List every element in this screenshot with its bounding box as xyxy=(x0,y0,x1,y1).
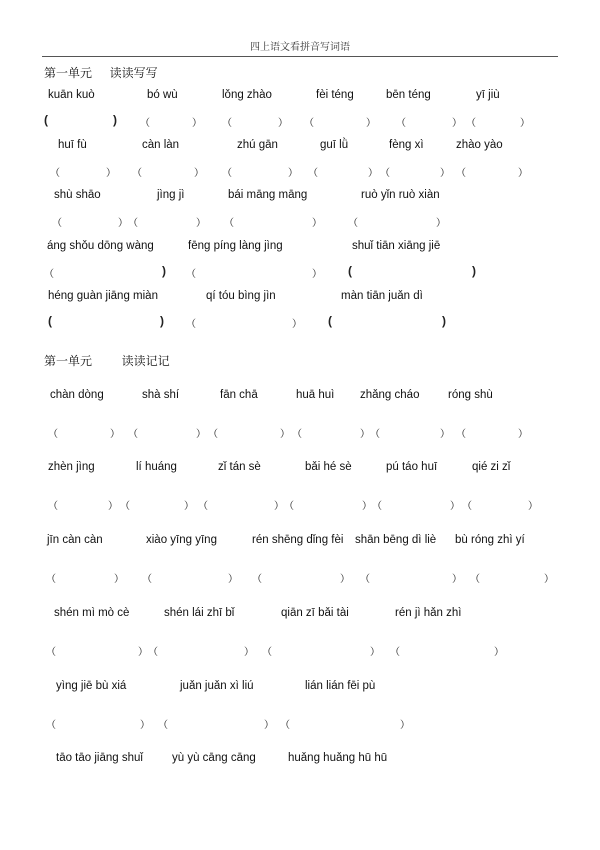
answer-box-close[interactable]: ） xyxy=(192,118,202,129)
answer-box-close[interactable]: ） xyxy=(274,501,284,512)
answer-box-open[interactable]: （ xyxy=(456,168,466,179)
pinyin-word: pú táo huī xyxy=(386,461,438,473)
answer-row xyxy=(0,114,600,132)
pinyin-word: bēn téng xyxy=(386,89,431,101)
pinyin-word: lián lián fēi pù xyxy=(305,680,376,692)
answer-box-open[interactable]: （ xyxy=(222,168,232,179)
pinyin-word: qí tóu bìng jìn xyxy=(206,290,276,302)
answer-box-close[interactable]: ） xyxy=(520,118,530,129)
answer-box-close[interactable]: ） xyxy=(370,647,380,658)
answer-box-close[interactable]: ） xyxy=(312,218,322,229)
pinyin-word: fèi téng xyxy=(316,89,354,101)
answer-box-close[interactable]: ） xyxy=(440,168,450,179)
pinyin-word: fān chā xyxy=(220,389,258,401)
answer-box-close[interactable]: ） xyxy=(360,429,370,440)
pinyin-word: xiào yīng yīng xyxy=(146,534,217,546)
pinyin-word: bǎi hé sè xyxy=(305,461,352,473)
answer-box-open[interactable]: （ xyxy=(140,118,150,129)
pinyin-word: shén mì mò cè xyxy=(54,607,130,619)
answer-box-open[interactable]: （ xyxy=(308,168,318,179)
answer-box-open[interactable]: ( xyxy=(328,314,332,328)
answer-box-open[interactable]: （ xyxy=(224,218,234,229)
pinyin-word: róng shù xyxy=(448,389,493,401)
pinyin-row xyxy=(0,607,600,625)
pinyin-word: fēng píng làng jìng xyxy=(188,240,283,252)
answer-box-close[interactable]: ） xyxy=(528,501,538,512)
answer-row xyxy=(0,214,600,232)
answer-box-open[interactable]: （ xyxy=(466,118,476,129)
answer-row xyxy=(0,716,600,734)
pinyin-word: qié zi zǐ xyxy=(472,461,511,473)
answer-box-close[interactable]: ） xyxy=(452,574,462,585)
header-rule xyxy=(42,56,558,57)
answer-box-close[interactable]: ） xyxy=(452,118,462,129)
answer-box-close[interactable]: ) xyxy=(160,314,164,328)
answer-box-open[interactable]: ( xyxy=(44,113,48,127)
answer-box-open[interactable]: （ xyxy=(198,501,208,512)
answer-box-close[interactable]: ） xyxy=(518,429,528,440)
pinyin-word: huī fù xyxy=(58,139,87,151)
answer-box-close[interactable]: ） xyxy=(138,647,148,658)
pinyin-word: zǐ tán sè xyxy=(218,461,261,473)
pinyin-row xyxy=(0,189,600,207)
section-title-2 xyxy=(44,352,170,369)
answer-box-open[interactable]: ( xyxy=(48,314,52,328)
answer-row xyxy=(0,643,600,661)
answer-box-close[interactable]: ） xyxy=(518,168,528,179)
section-unit: 第一单元 xyxy=(44,354,93,368)
pinyin-word: zhào yào xyxy=(456,139,503,151)
answer-box-close[interactable]: ） xyxy=(114,574,124,585)
pinyin-word: màn tiān juǎn dì xyxy=(341,290,423,302)
answer-box-open[interactable]: （ xyxy=(208,429,218,440)
answer-box-open[interactable]: （ xyxy=(158,720,168,731)
pinyin-word: bái māng māng xyxy=(228,189,308,201)
page-header: 四上语文看拼音写词语 xyxy=(250,42,350,53)
answer-box-open[interactable]: （ xyxy=(390,647,400,658)
answer-box-close[interactable]: ） xyxy=(118,218,128,229)
pinyin-word: bó wù xyxy=(147,89,178,101)
answer-box-open[interactable]: ( xyxy=(348,264,352,278)
answer-box-open[interactable]: （ xyxy=(380,168,390,179)
answer-row xyxy=(0,265,600,283)
pinyin-word: áng shǒu dōng wàng xyxy=(47,240,154,252)
pinyin-word: zhèn jìng xyxy=(48,461,95,473)
answer-box-open[interactable]: （ xyxy=(48,429,58,440)
answer-box-close[interactable]: ） xyxy=(450,501,460,512)
answer-box-close[interactable]: ） xyxy=(140,720,150,731)
answer-box-close[interactable]: ) xyxy=(113,113,117,127)
answer-box-open[interactable]: （ xyxy=(360,574,370,585)
answer-box-close[interactable]: ） xyxy=(106,168,116,179)
answer-box-close[interactable]: ） xyxy=(544,574,554,585)
pinyin-row xyxy=(0,680,600,698)
pinyin-word: càn làn xyxy=(142,139,180,151)
answer-box-close[interactable]: ） xyxy=(440,429,450,440)
answer-box-open[interactable]: （ xyxy=(370,429,380,440)
answer-box-close[interactable]: ） xyxy=(366,118,376,129)
answer-box-open[interactable]: （ xyxy=(372,501,382,512)
answer-box-close[interactable]: ) xyxy=(162,264,166,278)
answer-box-open[interactable]: （ xyxy=(46,647,56,658)
answer-row xyxy=(0,315,600,333)
answer-box-close[interactable]: ） xyxy=(110,429,120,440)
answer-box-close[interactable]: ） xyxy=(400,720,410,731)
answer-box-open[interactable]: （ xyxy=(46,720,56,731)
pinyin-word: ruò yǐn ruò xiàn xyxy=(361,189,440,201)
answer-box-close[interactable]: ） xyxy=(494,647,504,658)
pinyin-row xyxy=(0,389,600,407)
pinyin-word: rén jì hǎn zhì xyxy=(395,607,462,619)
pinyin-word: jìng jì xyxy=(157,189,185,201)
answer-box-close[interactable]: ） xyxy=(368,168,378,179)
pinyin-word: rén shēng dǐng fèi xyxy=(252,534,344,546)
pinyin-word: chàn dòng xyxy=(50,389,104,401)
pinyin-word: juǎn juǎn xì liú xyxy=(180,680,254,692)
answer-box-open[interactable]: （ xyxy=(52,218,62,229)
pinyin-word: shà shí xyxy=(142,389,180,401)
answer-box-open[interactable]: （ xyxy=(120,501,130,512)
answer-box-open[interactable]: （ xyxy=(280,720,290,731)
pinyin-word: lí huáng xyxy=(136,461,177,473)
section-name: 读读写写 xyxy=(109,66,158,80)
pinyin-row xyxy=(0,461,600,479)
answer-box-open[interactable]: （ xyxy=(462,501,472,512)
pinyin-word: guī lǜ xyxy=(320,139,349,151)
pinyin-row xyxy=(0,240,600,258)
section-title-1 xyxy=(44,64,158,81)
answer-box-open[interactable]: （ xyxy=(292,429,302,440)
answer-row xyxy=(0,164,600,182)
answer-box-close[interactable]: ） xyxy=(436,218,446,229)
answer-row xyxy=(0,570,600,588)
answer-box-close[interactable]: ） xyxy=(194,168,204,179)
pinyin-row xyxy=(0,752,600,770)
answer-box-open[interactable]: （ xyxy=(222,118,232,129)
answer-box-open[interactable]: （ xyxy=(304,118,314,129)
answer-box-close[interactable]: ） xyxy=(108,501,118,512)
answer-box-open[interactable]: （ xyxy=(284,501,294,512)
answer-box-open[interactable]: （ xyxy=(348,218,358,229)
pinyin-word: kuān kuò xyxy=(48,89,95,101)
answer-box-close[interactable]: ） xyxy=(362,501,372,512)
answer-box-open[interactable]: （ xyxy=(252,574,262,585)
pinyin-word: shù shāo xyxy=(54,189,101,201)
answer-box-close[interactable]: ） xyxy=(196,218,206,229)
answer-box-close[interactable]: ） xyxy=(264,720,274,731)
pinyin-word: yī jiù xyxy=(476,89,500,101)
pinyin-word: héng guàn jiāng miàn xyxy=(48,290,158,302)
section-name: 读读记记 xyxy=(121,354,170,368)
pinyin-word: tāo tāo jiāng shuǐ xyxy=(56,752,143,764)
answer-box-close[interactable]: ） xyxy=(244,647,254,658)
pinyin-word: jīn càn càn xyxy=(47,534,103,546)
pinyin-row xyxy=(0,139,600,157)
answer-box-open[interactable]: （ xyxy=(46,574,56,585)
pinyin-word: bù róng zhì yí xyxy=(455,534,525,546)
pinyin-word: yìng jiē bù xiá xyxy=(56,680,127,692)
pinyin-word: fèng xì xyxy=(389,139,424,151)
answer-box-open[interactable]: （ xyxy=(396,118,406,129)
answer-box-close[interactable]: ） xyxy=(278,118,288,129)
answer-box-close[interactable]: ） xyxy=(340,574,350,585)
answer-row xyxy=(0,497,600,515)
pinyin-word: zhǎng cháo xyxy=(360,389,420,401)
answer-box-close[interactable]: ) xyxy=(472,264,476,278)
answer-box-close[interactable]: ) xyxy=(442,314,446,328)
answer-box-open[interactable]: （ xyxy=(186,319,196,330)
answer-box-close[interactable]: ） xyxy=(196,429,206,440)
answer-box-close[interactable]: ） xyxy=(288,168,298,179)
answer-box-open[interactable]: （ xyxy=(470,574,480,585)
answer-box-open[interactable]: （ xyxy=(456,429,466,440)
answer-box-open[interactable]: （ xyxy=(142,574,152,585)
answer-box-open[interactable]: （ xyxy=(262,647,272,658)
answer-box-close[interactable]: ） xyxy=(280,429,290,440)
pinyin-word: shén lái zhī bǐ xyxy=(164,607,235,619)
answer-box-open[interactable]: （ xyxy=(44,269,54,280)
answer-row xyxy=(0,425,600,443)
pinyin-word: huā huì xyxy=(296,389,335,401)
answer-box-close[interactable]: ） xyxy=(292,319,302,330)
pinyin-row xyxy=(0,89,600,107)
pinyin-word: yù yù cāng cāng xyxy=(172,752,256,764)
answer-box-open[interactable]: （ xyxy=(132,168,142,179)
pinyin-row xyxy=(0,534,600,552)
pinyin-word: shuǐ tiān xiāng jiē xyxy=(352,240,441,252)
pinyin-word: zhú gān xyxy=(237,139,278,151)
answer-box-open[interactable]: （ xyxy=(48,501,58,512)
answer-box-open[interactable]: （ xyxy=(50,168,60,179)
pinyin-row xyxy=(0,290,600,308)
answer-box-close[interactable]: ） xyxy=(228,574,238,585)
pinyin-word: lǒng zhào xyxy=(222,89,272,101)
answer-box-open[interactable]: （ xyxy=(148,647,158,658)
pinyin-word: shān bēng dì liè xyxy=(355,534,437,546)
answer-box-open[interactable]: （ xyxy=(186,269,196,280)
answer-box-open[interactable]: （ xyxy=(128,429,138,440)
pinyin-word: qiān zī bǎi tài xyxy=(281,607,349,619)
pinyin-word: huǎng huǎng hū hū xyxy=(288,752,388,764)
answer-box-close[interactable]: ） xyxy=(312,269,322,280)
answer-box-close[interactable]: ） xyxy=(184,501,194,512)
section-unit: 第一单元 xyxy=(44,66,93,80)
answer-box-open[interactable]: （ xyxy=(128,218,138,229)
